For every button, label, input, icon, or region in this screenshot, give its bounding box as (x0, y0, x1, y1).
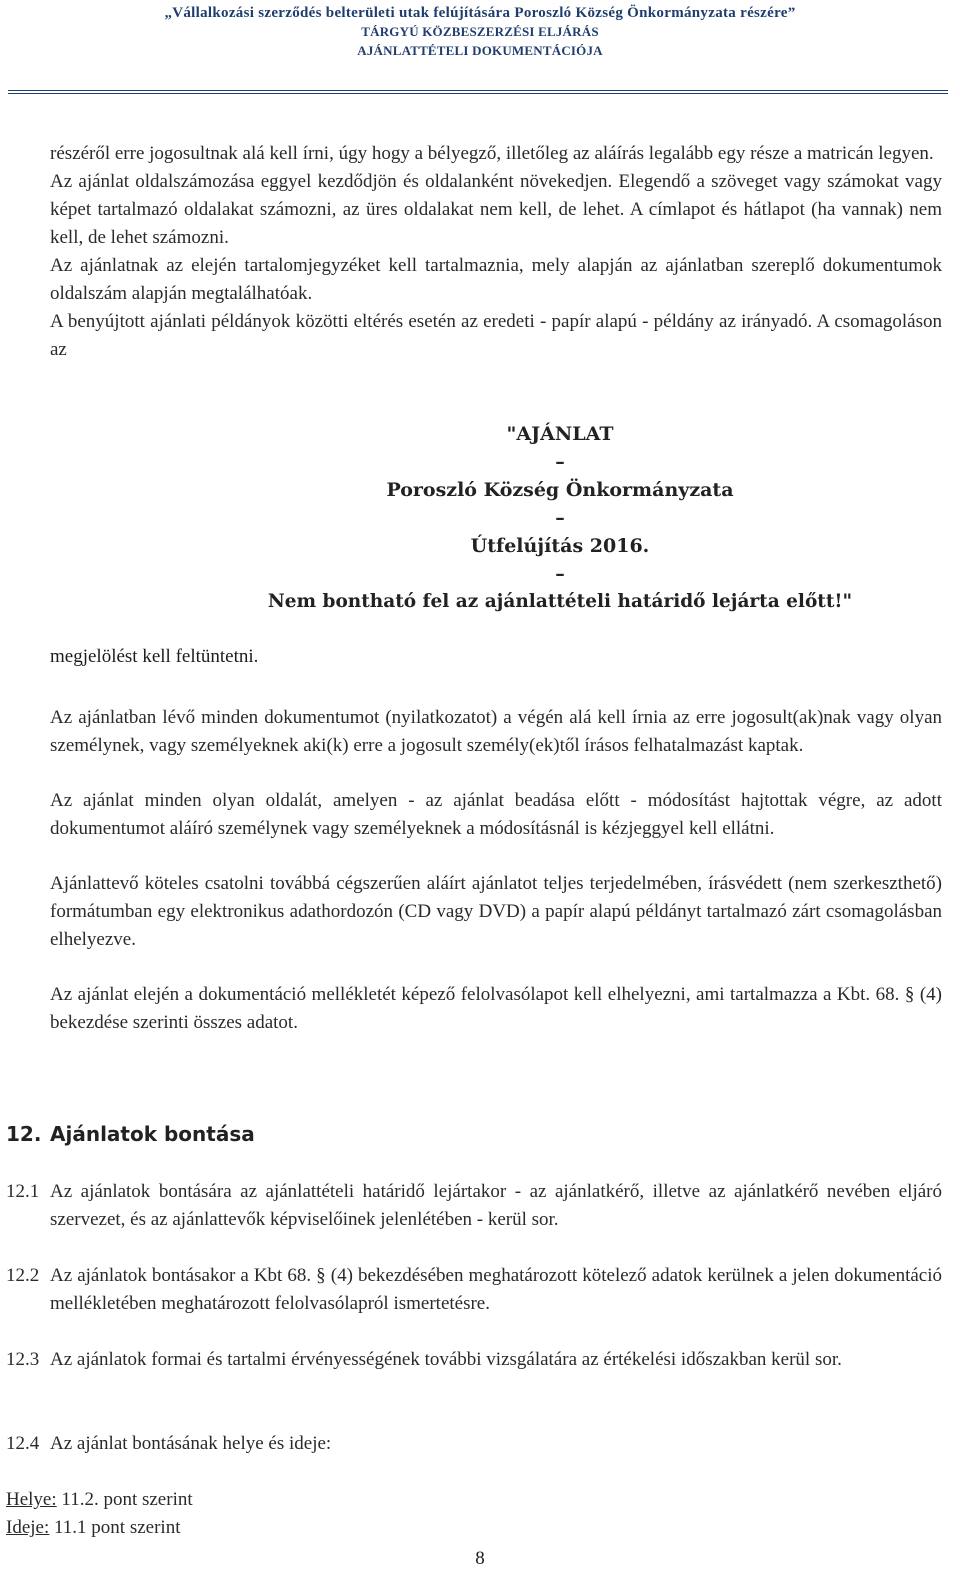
paragraph: Az ajánlatban lévő minden dokumentumot (nyilatkozatot) a végén alá kell írnia az erre jogosult(ak)nak vagy olyan személynek, vagy személyeknek aki(k) erre a jogosult személy(ek)től írásos felhatalmazást kaptak. (50, 707, 942, 756)
header-title: „Vállalkozási szerződés belterületi utak felújítására Poroszló Község Önkormányzata részére” (164, 5, 796, 21)
page-header (0, 4, 960, 60)
subsection-12-4 (6, 1430, 942, 1458)
paragraph: részéről erre jogosultnak alá kell írni, úgy hogy a bélyegző, illetőleg az aláírás legalább egy része a matricán legyen. (50, 143, 934, 164)
subsection-12-2 (6, 1262, 942, 1318)
subsection-number: 12.3 (6, 1349, 40, 1370)
subsection-number: 12.4 (6, 1433, 40, 1454)
paragraph: Az ajánlatnak az elején tartalomjegyzéket kell tartalmaznia, mely alapján az ajánlatban szereplő dokumentumok oldalszám alapján megtalálhatóak. (50, 255, 942, 304)
subsection-12-3 (6, 1346, 942, 1374)
top-text-block (50, 140, 942, 364)
mid-text-block (50, 704, 942, 1037)
subsection-12-1 (6, 1178, 942, 1234)
place-value: 11.2. pont szerint (56, 1489, 193, 1510)
subsection-text: Az ajánlatok bontására az ajánlattételi határidő lejártakor - az ajánlatkérő, illetve az ajánlatkérő nevében eljáró szervezet, és az ajánlattevők képviselőinek jelenlétében - kerül sor. (50, 1181, 942, 1230)
paragraph: Ajánlattevő köteles csatolni továbbá cégszerűen aláírt ajánlatot teljes terjedelmében, írásvédett (nem szerkeszthető) formátumban egy elektronikus adathordozón (CD vagy DVD) a papír alapú példányt tartalmazó zárt csomagolásban elhelyezve. (50, 873, 942, 950)
label-dash: – (555, 507, 565, 529)
place-line (6, 1486, 193, 1514)
label-line: Nem bontható fel az ajánlattételi határidő lejárta előtt!" (267, 591, 853, 612)
section-heading (6, 1122, 255, 1146)
section-title: Ajánlatok bontása (50, 1122, 255, 1146)
section-number: 12. (6, 1122, 42, 1146)
paragraph: A benyújtott ajánlati példányok közötti eltérés esetén az eredeti - papír alapú - példány az irányadó. A csomagoláson az (50, 311, 942, 360)
envelope-label (260, 420, 860, 616)
label-line: Útfelújítás 2016. (470, 535, 650, 557)
subsection-number: 12.2 (6, 1265, 40, 1286)
label-dash: – (555, 563, 565, 585)
page-number: 8 (475, 1548, 485, 1569)
subsection-number: 12.1 (6, 1181, 40, 1202)
paragraph: Az ajánlat minden olyan oldalát, amelyen - az ajánlat beadása előtt - módosítást hajtottak végre, az adott dokumentumot aláíró személynek vagy személyeknek a módosításnál is kézjeggyel kell ellátni. (50, 790, 942, 839)
marker-text: megjelölést kell feltüntetni. (50, 646, 259, 667)
subsection-text: Az ajánlatok bontásakor a Kbt 68. § (4) bekezdésében meghatározott kötelező adatok kerülnek a jelen dokumentáció mellékletében meghatározott felolvasólapról ismertetésre. (50, 1265, 942, 1314)
paragraph: Az ajánlat oldalszámozása eggyel kezdődjön és oldalanként növekedjen. Elegendő a szöveget vagy számokat vagy képet tartalmazó oldalakat számozni, az üres oldalakat nem kell, de lehet. A címlapot és hátlapot (ha vannak) nem kell, de lehet számozni. (50, 171, 942, 248)
subsection-text: Az ajánlat bontásának helye és ideje: (50, 1433, 332, 1454)
place-label: Helye: (6, 1489, 57, 1510)
label-line: "AJÁNLAT (506, 423, 614, 445)
time-value: 11.1 pont szerint (49, 1517, 181, 1538)
time-line (6, 1514, 180, 1542)
time-label: Ideje: (6, 1517, 50, 1538)
paragraph: Az ajánlat elején a dokumentáció mellékletét képező felolvasólapot kell elhelyezni, ami tartalmazza a Kbt. 68. § (4) bekezdése szerinti összes adatot. (50, 984, 942, 1033)
header-divider (8, 90, 948, 94)
subsection-text: Az ajánlatok formai és tartalmi érvényességének további vizsgálatára az értékelési időszakban kerül sor. (50, 1349, 842, 1370)
label-dash: – (555, 451, 565, 473)
label-line: Poroszló Község Önkormányzata (386, 479, 734, 501)
header-subtitle-2: AJÁNLATTÉTELI DOKUMENTÁCIÓJA (357, 43, 603, 58)
header-subtitle: TÁRGYÚ KÖZBESZERZÉSI ELJÁRÁS (361, 24, 599, 39)
